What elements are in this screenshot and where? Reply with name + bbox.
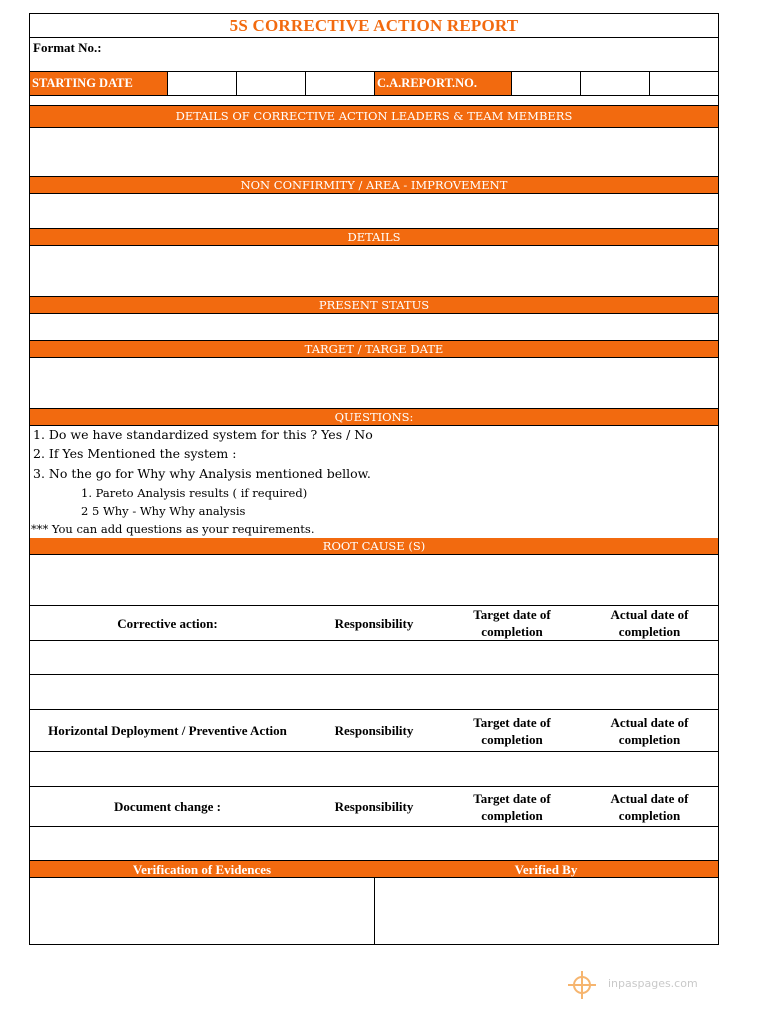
document-responsibility-heading: Responsibility bbox=[334, 799, 414, 814]
horizontal-deployment-header-row bbox=[30, 710, 718, 752]
starting-date-field-3[interactable] bbox=[306, 72, 375, 95]
format-row bbox=[30, 38, 718, 72]
corrective-action-entry-1[interactable] bbox=[30, 641, 718, 675]
questions-block bbox=[30, 426, 718, 538]
format-number-label: Format No.: bbox=[33, 40, 102, 55]
section-root-cause-header: ROOT CAUSE (S) bbox=[30, 538, 718, 555]
corrective-action-header-row bbox=[30, 606, 718, 641]
verified-by-heading: Verified By bbox=[514, 861, 578, 877]
starting-date-label: STARTING DATE bbox=[30, 72, 168, 95]
title-row bbox=[30, 14, 718, 38]
verification-of-evidences-heading: Verification of Evidences bbox=[132, 861, 272, 877]
question-1: 1. Do we have standardized system for this ? Yes / No bbox=[33, 427, 373, 442]
document-target-date-heading: Target date of completion bbox=[473, 790, 551, 823]
section-present-status-header: PRESENT STATUS bbox=[30, 297, 718, 314]
horizontal-deployment-heading: Horizontal Deployment / Preventive Action bbox=[48, 723, 287, 738]
corrective-action-entry-2[interactable] bbox=[30, 675, 718, 710]
section-details-header: DETAILS bbox=[30, 229, 718, 246]
starting-date-field-2[interactable] bbox=[237, 72, 306, 95]
questions-note: *** You can add questions as your requirements. bbox=[31, 522, 315, 536]
section-leaders-header: DETAILS OF CORRECTIVE ACTION LEADERS & TEAM MEMBERS bbox=[30, 106, 718, 128]
document-change-header-row bbox=[30, 787, 718, 827]
corrective-responsibility-heading: Responsibility bbox=[334, 615, 414, 631]
watermark-text: inpaspages.com bbox=[608, 977, 698, 990]
present-status-field[interactable] bbox=[30, 314, 718, 341]
ca-report-field-2[interactable] bbox=[581, 72, 650, 95]
target-field[interactable] bbox=[30, 358, 718, 409]
section-nonconformity-header: NON CONFIRMITY / AREA - IMPROVEMENT bbox=[30, 177, 718, 194]
ca-report-field-3[interactable] bbox=[650, 72, 718, 95]
corrective-action-form bbox=[29, 13, 719, 945]
question-3-sub-2: 2 5 Why - Why Why analysis bbox=[81, 504, 246, 518]
section-questions-header: QUESTIONS: bbox=[30, 409, 718, 426]
section-target-header: TARGET / TARGE DATE bbox=[30, 341, 718, 358]
question-3-sub-1: 1. Pareto Analysis results ( if required) bbox=[81, 486, 308, 500]
horizontal-deployment-entry[interactable] bbox=[30, 752, 718, 787]
date-row bbox=[30, 72, 718, 96]
leaders-field[interactable] bbox=[30, 128, 718, 177]
ca-report-number-label: C.A.REPORT.NO. bbox=[375, 72, 512, 95]
horizontal-actual-date-heading: Actual date of completion bbox=[610, 714, 689, 747]
page-title: 5S CORRECTIVE ACTION REPORT bbox=[229, 16, 519, 35]
nonconformity-field[interactable] bbox=[30, 194, 718, 229]
horizontal-responsibility-heading: Responsibility bbox=[334, 723, 414, 738]
corrective-action-heading: Corrective action: bbox=[117, 615, 218, 631]
document-change-entry[interactable] bbox=[30, 827, 718, 861]
spacer-row bbox=[30, 96, 718, 106]
question-3: 3. No the go for Why why Analysis mentioned bellow. bbox=[33, 466, 371, 481]
question-2: 2. If Yes Mentioned the system : bbox=[33, 446, 237, 461]
verification-of-evidences-field[interactable] bbox=[30, 878, 375, 944]
corrective-target-date-heading: Target date of completion bbox=[473, 607, 551, 639]
document-actual-date-heading: Actual date of completion bbox=[610, 790, 689, 823]
ca-report-field-1[interactable] bbox=[512, 72, 581, 95]
verification-header-row bbox=[30, 861, 718, 878]
crosshair-logo-icon bbox=[568, 968, 602, 1002]
watermark bbox=[568, 968, 718, 1002]
horizontal-target-date-heading: Target date of completion bbox=[473, 714, 551, 747]
details-field[interactable] bbox=[30, 246, 718, 297]
corrective-actual-date-heading: Actual date of completion bbox=[610, 607, 689, 639]
root-cause-field[interactable] bbox=[30, 555, 718, 606]
starting-date-field-1[interactable] bbox=[168, 72, 237, 95]
verified-by-field[interactable] bbox=[375, 878, 718, 944]
document-change-heading: Document change : bbox=[114, 799, 221, 814]
verification-fields-row bbox=[30, 878, 718, 944]
